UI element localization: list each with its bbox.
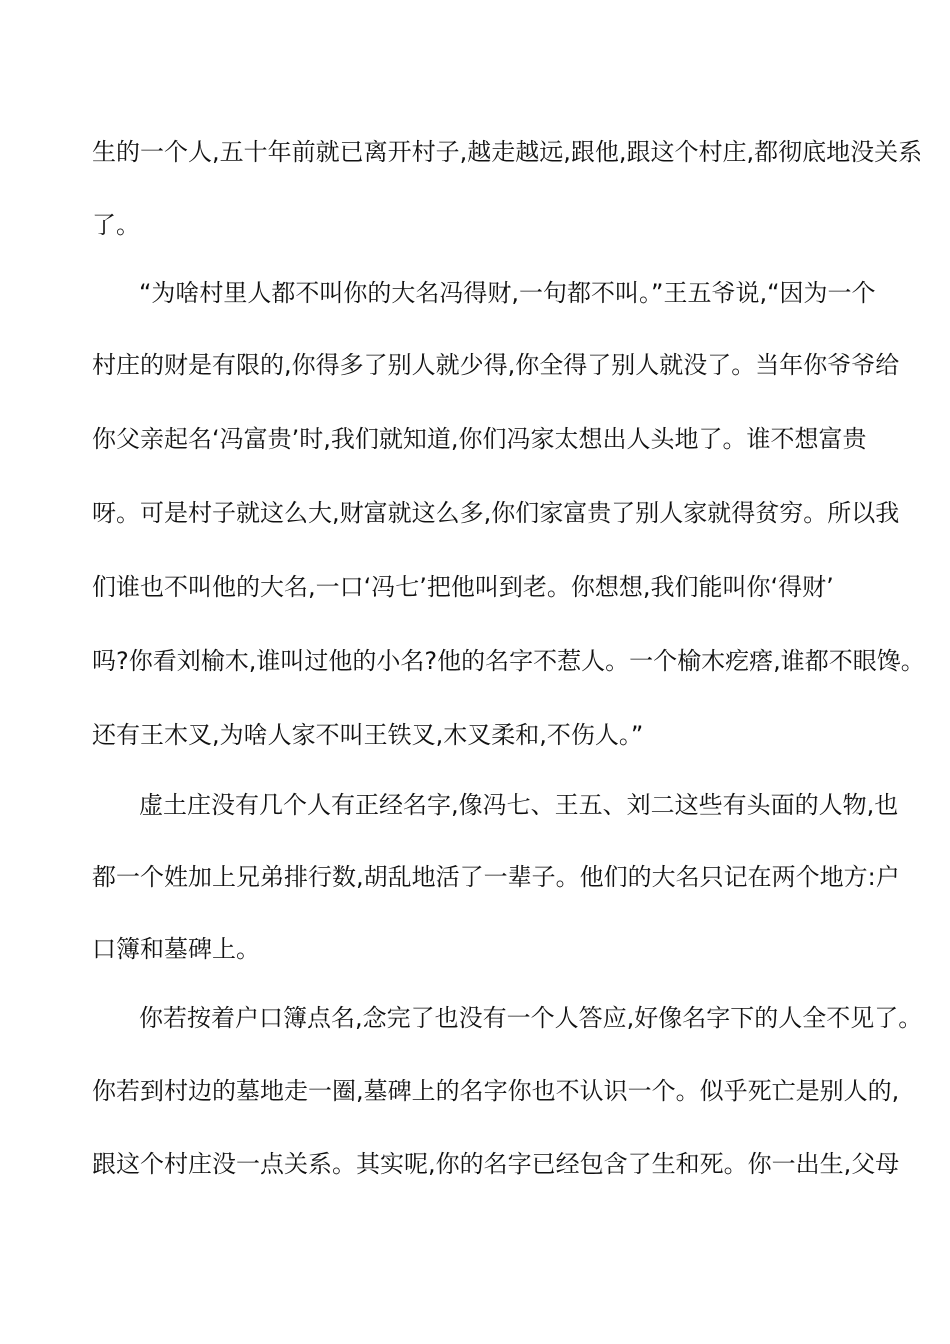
text-line-13: 你若按着户口簿点名,念完了也没有一个人答应,好像名字下的人全不见了。 [139, 1004, 923, 1032]
text-line-2: 了。 [92, 211, 140, 239]
text-line-7: 们谁也不叫他的大名,一口‘冯七’把他叫到老。你想想,我们能叫你‘得财’ [92, 573, 834, 601]
text-line-15: 跟这个村庄没一点关系。其实呢,你的名字已经包含了生和死。你一出生,父母 [92, 1150, 900, 1178]
text-line-10: 虚土庄没有几个人有正经名字,像冯七、王五、刘二这些有头面的人物,也 [139, 791, 899, 819]
text-line-3: “为啥村里人都不叫你的大名冯得财,一句都不叫。”王五爷说,“因为一个 [139, 279, 876, 307]
text-line-4: 村庄的财是有限的,你得多了别人就少得,你全得了别人就没了。当年你爷爷给 [92, 351, 900, 379]
text-line-14: 你若到村边的墓地走一圈,墓碑上的名字你也不认识一个。似乎死亡是别人的, [92, 1077, 900, 1105]
text-line-5: 你父亲起名‘冯富贵’时,我们就知道,你们冯家太想出人头地了。谁不想富贵 [92, 425, 867, 453]
text-line-1: 生的一个人,五十年前就已离开村子,越走越远,跟他,跟这个村庄,都彻底地没关系 [92, 138, 923, 166]
text-line-11: 都一个姓加上兄弟排行数,胡乱地活了一辈子。他们的大名只记在两个地方:户 [92, 863, 900, 891]
text-line-8: 吗?你看刘榆木,谁叫过他的小名?他的名字不惹人。一个榆木疙瘩,谁都不眼馋。 [92, 647, 925, 675]
text-line-6: 呀。可是村子就这么大,财富就这么多,你们家富贵了别人家就得贫穷。所以我 [92, 499, 900, 527]
text-line-12: 口簿和墓碑上。 [92, 935, 260, 963]
text-line-9: 还有王木叉,为啥人家不叫王铁叉,木叉柔和,不伤人。” [92, 721, 644, 749]
